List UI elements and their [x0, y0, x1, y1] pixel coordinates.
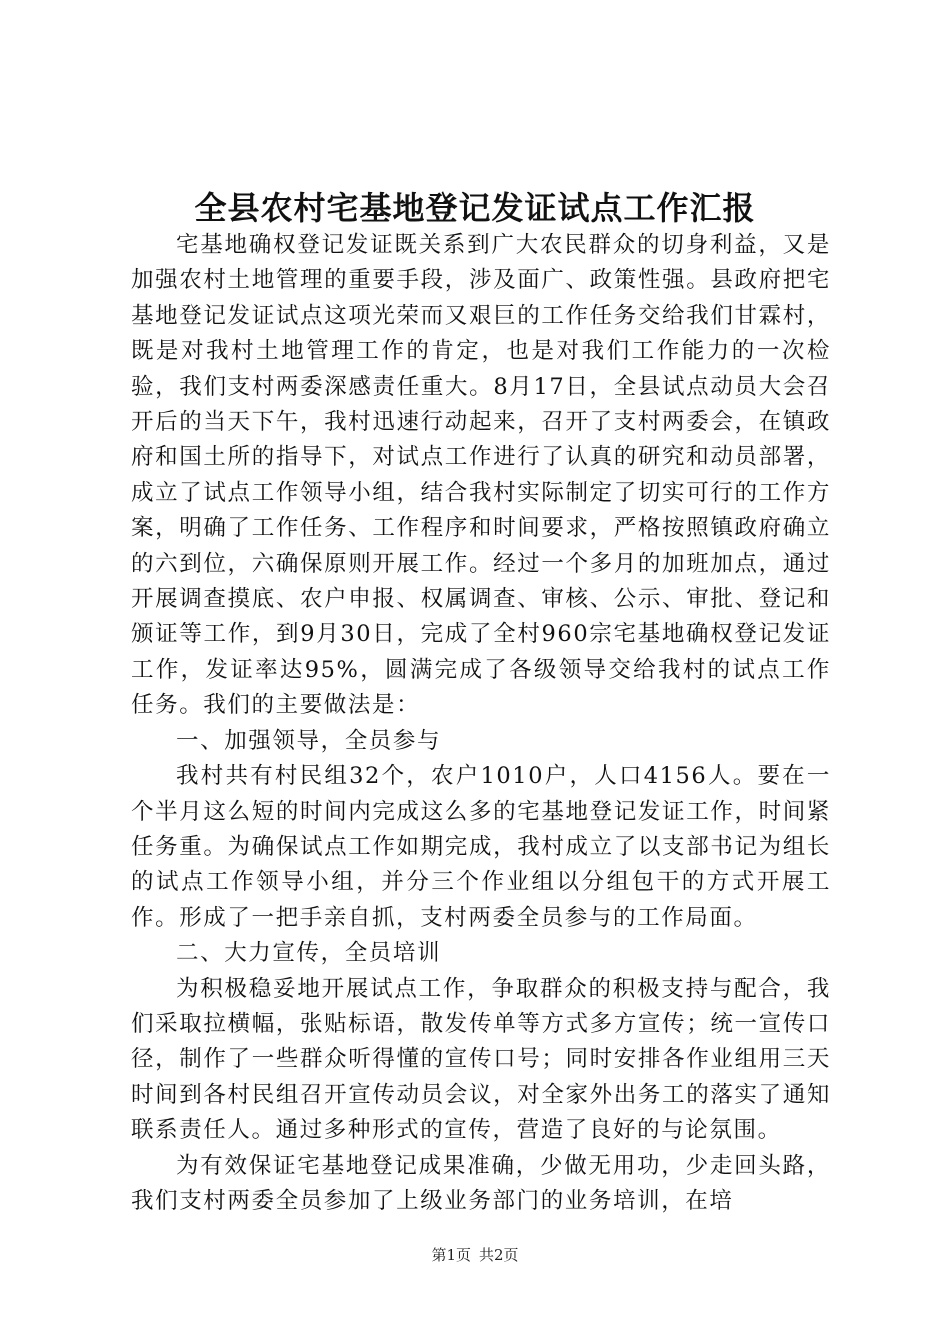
paragraph-section-1: 我村共有村民组32个，农户1010户，人口4156人。要在一个半月这么短的时间内完成这么多的宅基地登记发证工作，时间紧任务重。为确保试点工作如期完成，我村成立了以支部书记为组长的试点工作领导小组，并分三个作业组以分组包干的方式开展工作。形成了一把手亲自抓，支村两委全员参与的工作局面。	[131, 763, 831, 931]
page-number: 第1页	[431, 1246, 471, 1264]
paragraph-section-2: 为积极稳妥地开展试点工作，争取群众的积极支持与配合，我们采取拉横幅，张贴标语，散发传单等方式多方宣传；统一宣传口径，制作了一些群众听得懂的宣传口号；同时安排各作业组用三天时间到各村民组召开宣传动员会议，对全家外出务工的落实了通知联系责任人。通过多种形式的宣传，营造了良好的与论氛围。	[131, 975, 831, 1144]
document-body	[131, 228, 831, 1219]
section-heading-2: 二、大力宣传，全员培训	[176, 940, 442, 967]
paragraph-intro: 宅基地确权登记发证既关系到广大农民群众的切身利益，又是加强农村土地管理的重要手段，涉及面广、政策性强。县政府把宅基地登记发证试点这项光荣而又艰巨的工作任务交给我们甘霖村，既是对我村土地管理工作的肯定，也是对我们工作能力的一次检验，我们支村两委深感责任重大。8月17日，全县试点动员大会召开后的当天下午，我村迅速行动起来，召开了支村两委会，在镇政府和国土所的指导下，对试点工作进行了认真的研究和动员部署，成立了试点工作领导小组，结合我村实际制定了切实可行的工作方案，明确了工作任务、工作程序和时间要求，严格按照镇政府确立的六到位，六确保原则开展工作。经过一个多月的加班加点，通过开展调查摸底、农户申报、权属调查、审核、公示、审批、登记和颁证等工作，到9月30日，完成了全村960宗宅基地确权登记发证工作，发证率达95%，圆满完成了各级领导交给我村的试点工作任务。我们的主要做法是：	[131, 232, 831, 719]
paragraph-section-2-training: 为有效保证宅基地登记成果准确，少做无用功，少走回头路，我们支村两委全员参加了上级业务部门的业务培训，在培	[131, 1152, 831, 1214]
document-title: 全县农村宅基地登记发证试点工作汇报	[194, 189, 756, 227]
section-heading-1: 一、加强领导，全员参与	[176, 727, 442, 754]
page-footer	[0, 1244, 950, 1265]
page-total: 共2页	[479, 1246, 519, 1264]
